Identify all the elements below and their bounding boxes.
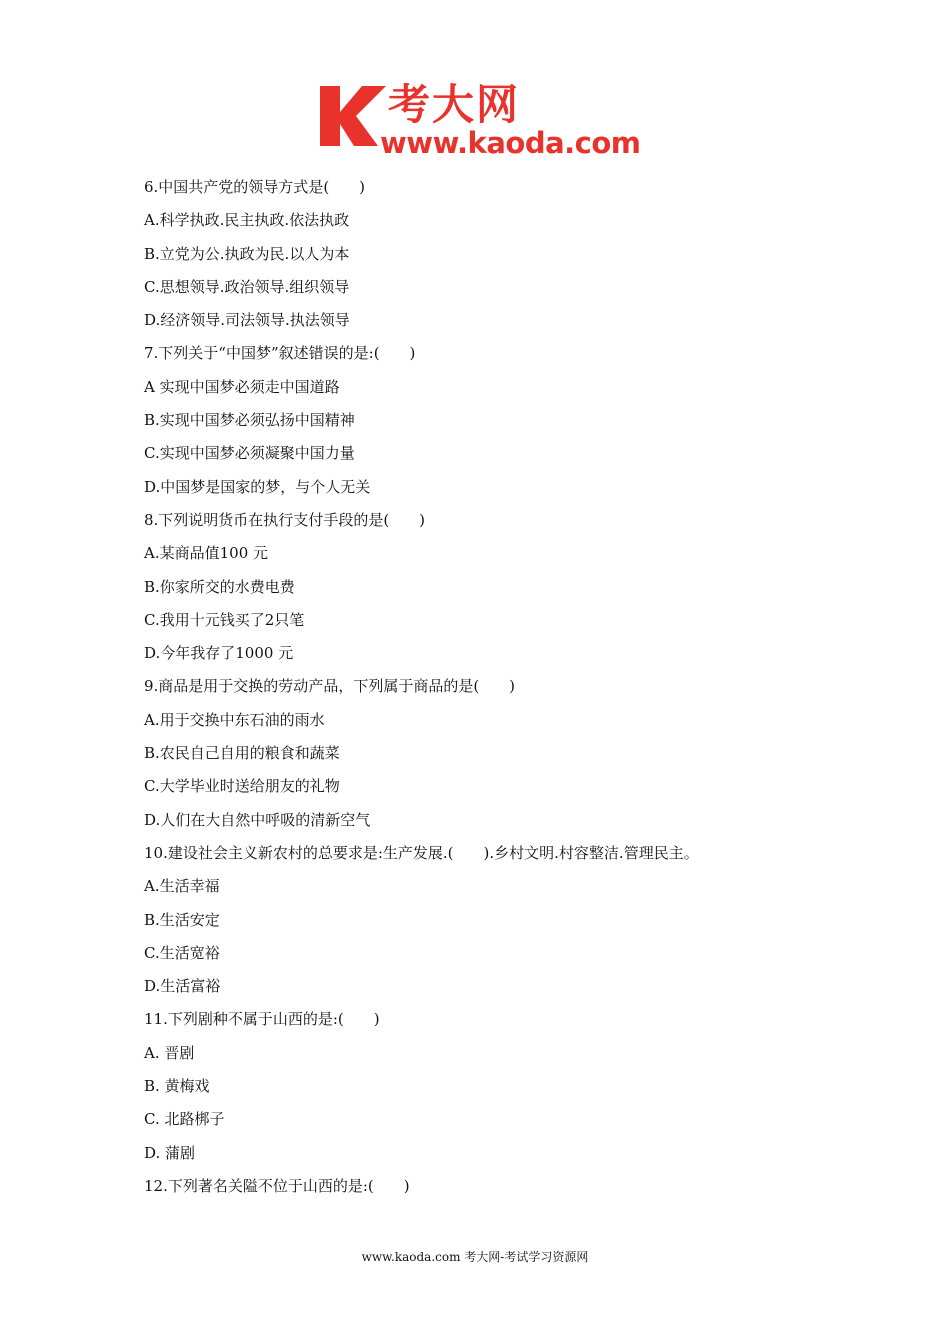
question-option: A. 晋剧 xyxy=(144,1043,195,1062)
question-option: A.科学执政.民主执政.依法执政 xyxy=(144,211,350,230)
question-option: C.大学毕业时送给朋友的礼物 xyxy=(144,777,340,796)
question-option: D.今年我存了1000 元 xyxy=(144,644,294,663)
question-option: A.用于交换中东石油的雨水 xyxy=(144,710,325,729)
question-option: A 实现中国梦必须走中国道路 xyxy=(144,377,340,396)
question-option: C.思想领导.政治领导.组织领导 xyxy=(144,277,350,296)
page-footer: www.kaoda.com 考大网-考试学习资源网 xyxy=(361,1250,589,1264)
question-option: B. 黄梅戏 xyxy=(144,1077,210,1096)
logo-title: 考大网 xyxy=(388,80,521,129)
question-option: B.立党为公.执政为民.以人为本 xyxy=(144,244,350,263)
question-option: C. 北路梆子 xyxy=(144,1110,225,1129)
kaoda-logo xyxy=(318,80,640,164)
logo-url: www.kaoda.com xyxy=(380,126,641,160)
question-option: D.中国梦是国家的梦，与个人无关 xyxy=(144,477,371,496)
question-option: B.农民自己自用的粮食和蔬菜 xyxy=(144,744,340,763)
question-option: D.生活富裕 xyxy=(144,977,221,996)
question-option: B.生活安定 xyxy=(144,910,220,929)
question-option: C.我用十元钱买了2只笔 xyxy=(144,610,305,629)
question-stem: 7.下列关于“中国梦”叙述错误的是:( ) xyxy=(144,344,416,363)
question-stem: 10.建设社会主义新农村的总要求是:生产发展.( ).乡村文明.村容整洁.管理民主。 xyxy=(144,843,699,862)
question-option: C.实现中国梦必须凝聚中国力量 xyxy=(144,444,355,463)
question-stem: 9.商品是用于交换的劳动产品，下列属于商品的是( ) xyxy=(144,677,516,696)
question-option: B.你家所交的水费电费 xyxy=(144,577,295,596)
question-option: B.实现中国梦必须弘扬中国精神 xyxy=(144,411,355,430)
question-stem: 11.下列剧种不属于山西的是:( ) xyxy=(144,1010,380,1029)
question-stem: 12.下列著名关隘不位于山西的是:( ) xyxy=(144,1176,410,1195)
question-option: C.生活宽裕 xyxy=(144,943,220,962)
question-option: D.人们在大自然中呼吸的清新空气 xyxy=(144,810,371,829)
question-stem: 8.下列说明货币在执行支付手段的是( ) xyxy=(144,510,426,529)
question-option: A.某商品值100 元 xyxy=(144,544,268,563)
question-list xyxy=(144,173,844,1205)
question-option: D. 蒲剧 xyxy=(144,1143,196,1162)
question-stem: 6.中国共产党的领导方式是( ) xyxy=(144,178,366,196)
question-option: D.经济领导.司法领导.执法领导 xyxy=(144,311,350,330)
question-option: A.生活幸福 xyxy=(144,877,220,896)
